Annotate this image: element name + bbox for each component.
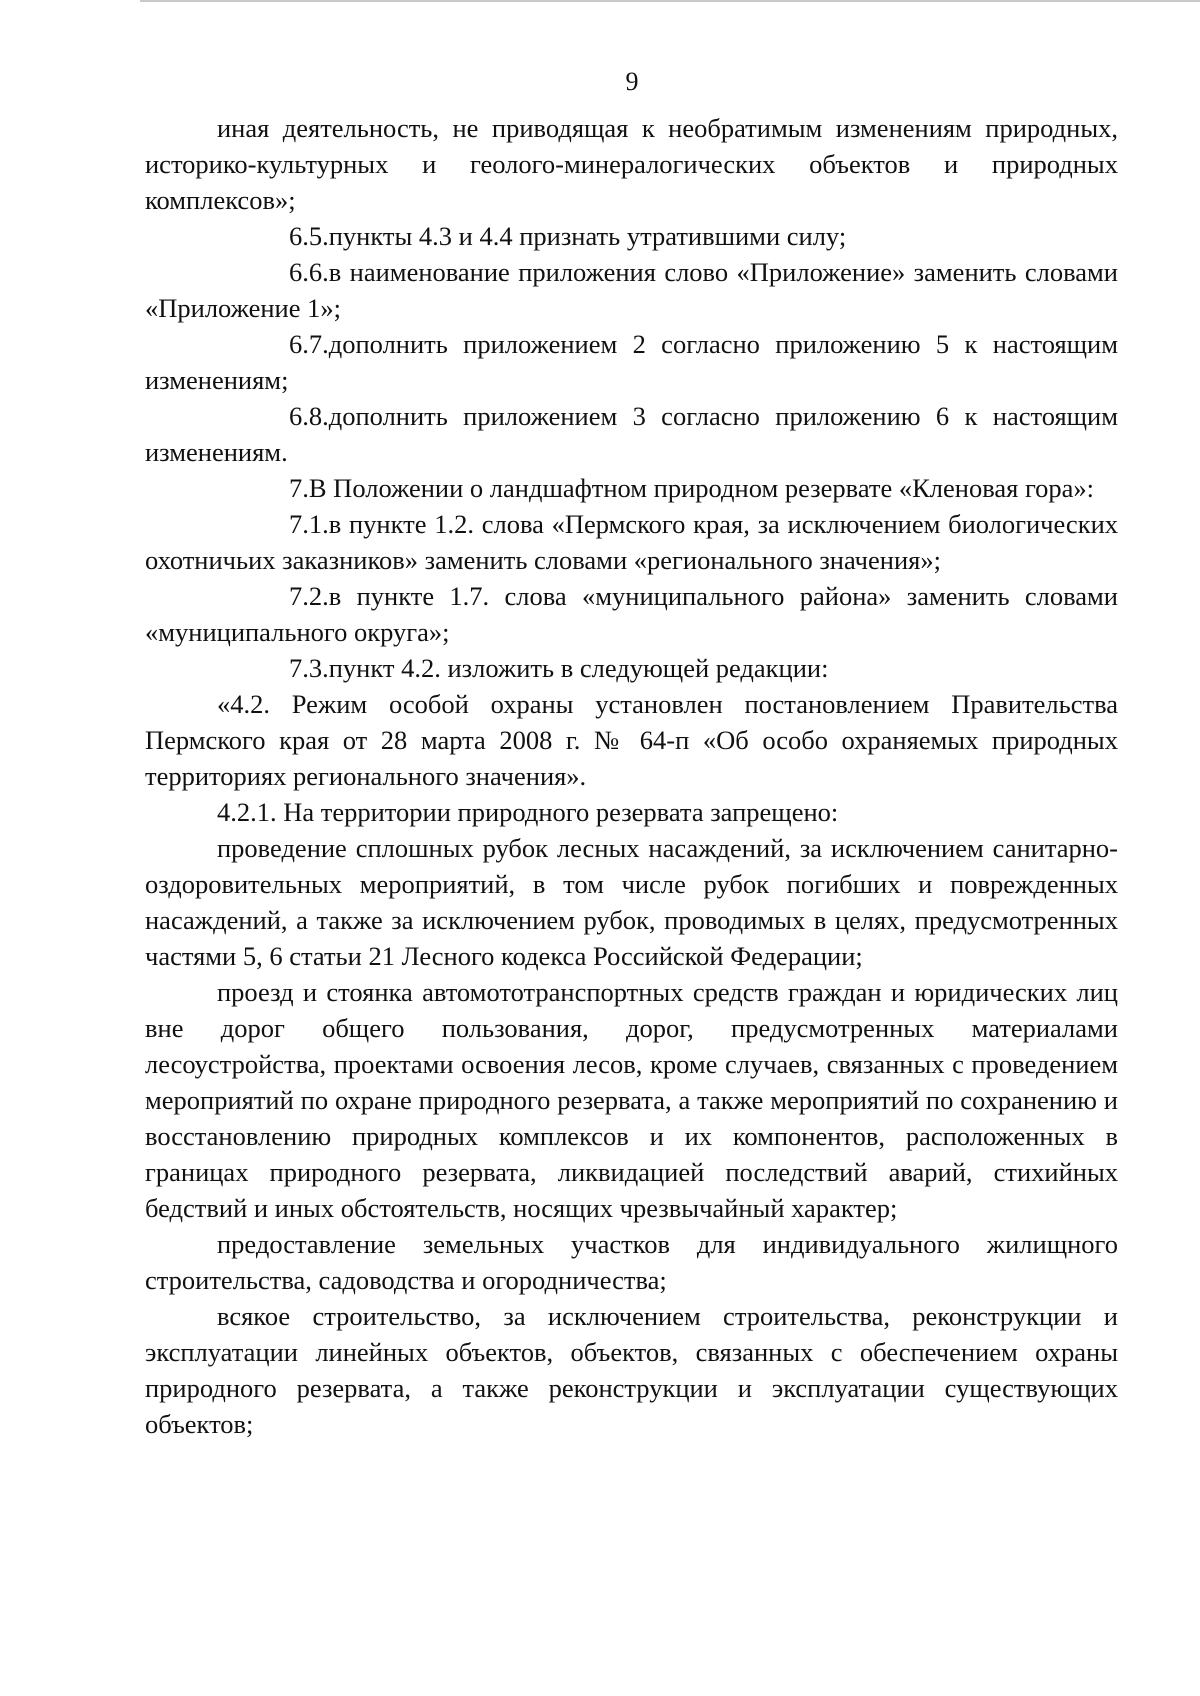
paragraph-text: «4.2. Режим особой охраны установлен постановлением Правительства Пермского края от 28 марта 2008 г. № 64-п «Об особо охраняемых природных территориях регионального значения». bbox=[145, 689, 1118, 791]
paragraph-number: 6.6. bbox=[289, 257, 329, 287]
paragraph-text: предоставление земельных участков для индивидуального жилищного строительства, садоводства и огородничества; bbox=[145, 1229, 1118, 1295]
paragraph bbox=[145, 506, 1118, 578]
paragraph bbox=[145, 578, 1118, 650]
paragraph bbox=[145, 470, 1118, 506]
paragraph-number: 6.8. bbox=[289, 401, 329, 431]
paragraph bbox=[145, 398, 1118, 470]
paragraph bbox=[145, 1298, 1118, 1442]
paragraph-text: В Положении о ландшафтном природном резервате «Кленовая гора»: bbox=[308, 473, 1095, 503]
paragraph bbox=[145, 974, 1118, 1226]
paragraph-text: в наименование приложения слово «Приложение» заменить словами «Приложение 1»; bbox=[145, 257, 1118, 323]
paragraph-text: дополнить приложением 2 согласно приложению 5 к настоящим изменениям; bbox=[145, 329, 1118, 395]
paragraph bbox=[145, 254, 1118, 326]
page-number: 9 bbox=[625, 67, 639, 96]
paragraph-number: 7.2. bbox=[289, 581, 329, 611]
paragraph-text: иная деятельность, не приводящая к необратимым изменениям природных, историко-культурных и геолого-минералогических объектов и природных комплексов»; bbox=[145, 113, 1118, 215]
paragraph-text: пункты 4.3 и 4.4 признать утратившими силу; bbox=[328, 221, 847, 251]
paragraph-number: 6.5. bbox=[289, 221, 329, 251]
paragraph-text: дополнить приложением 3 согласно приложению 6 к настоящим изменениям. bbox=[145, 401, 1118, 467]
paragraph-text: пункт 4.2. изложить в следующей редакции: bbox=[328, 653, 829, 683]
paragraph-text: проезд и стоянка автомототранспортных средств граждан и юридических лиц вне дорог общего пользования, дорог, предусмотренных материалами лесоустройства, проектами освоения лесов, кроме случаев, связанных с проведением мероприятий по охране природного резервата, а также мероприятий по сохранению и восстановлению природных комплексов и их компонентов, расположенных в границах природного резервата, ликвидацией последствий аварий, стихийных бедствий и иных обстоятельств, носящих чрезвычайный характер; bbox=[145, 977, 1118, 1223]
paragraph bbox=[145, 110, 1118, 218]
paragraph-number: 7.1. bbox=[289, 509, 329, 539]
paragraph-text: в пункте 1.7. слова «муниципального района» заменить словами «муниципального округа»; bbox=[145, 581, 1118, 647]
paragraph-text: 4.2.1. На территории природного резервата запрещено: bbox=[217, 797, 839, 827]
scan-edge-line bbox=[140, 0, 1200, 2]
document-body bbox=[145, 110, 1118, 1442]
paragraph-number: 7.3. bbox=[289, 653, 329, 683]
paragraph-number: 7. bbox=[289, 473, 309, 503]
paragraph-text: всякое строительство, за исключением строительства, реконструкции и эксплуатации линейных объектов, объектов, связанных с обеспечением охраны природного резервата, а также реконструкции и эксплуатации существующих объектов; bbox=[145, 1301, 1118, 1439]
paragraph bbox=[145, 1226, 1118, 1298]
paragraph-text: проведение сплошных рубок лесных насаждений, за исключением санитарно-оздоровительных мероприятий, в том числе рубок погибших и поврежденных насаждений, а также за исключением рубок, проводимых в целях, предусмотренных частями 5, 6 статьи 21 Лесного кодекса Российской Федерации; bbox=[145, 833, 1118, 971]
paragraph bbox=[145, 650, 1118, 686]
paragraph-number: 6.7. bbox=[289, 329, 329, 359]
paragraph bbox=[145, 326, 1118, 398]
paragraph bbox=[145, 218, 1118, 254]
paragraph bbox=[145, 830, 1118, 974]
paragraph bbox=[145, 794, 1118, 830]
paragraph bbox=[145, 686, 1118, 794]
paragraph-text: в пункте 1.2. слова «Пермского края, за исключением биологических охотничьих заказников» заменить словами «регионального значения»; bbox=[145, 509, 1118, 575]
